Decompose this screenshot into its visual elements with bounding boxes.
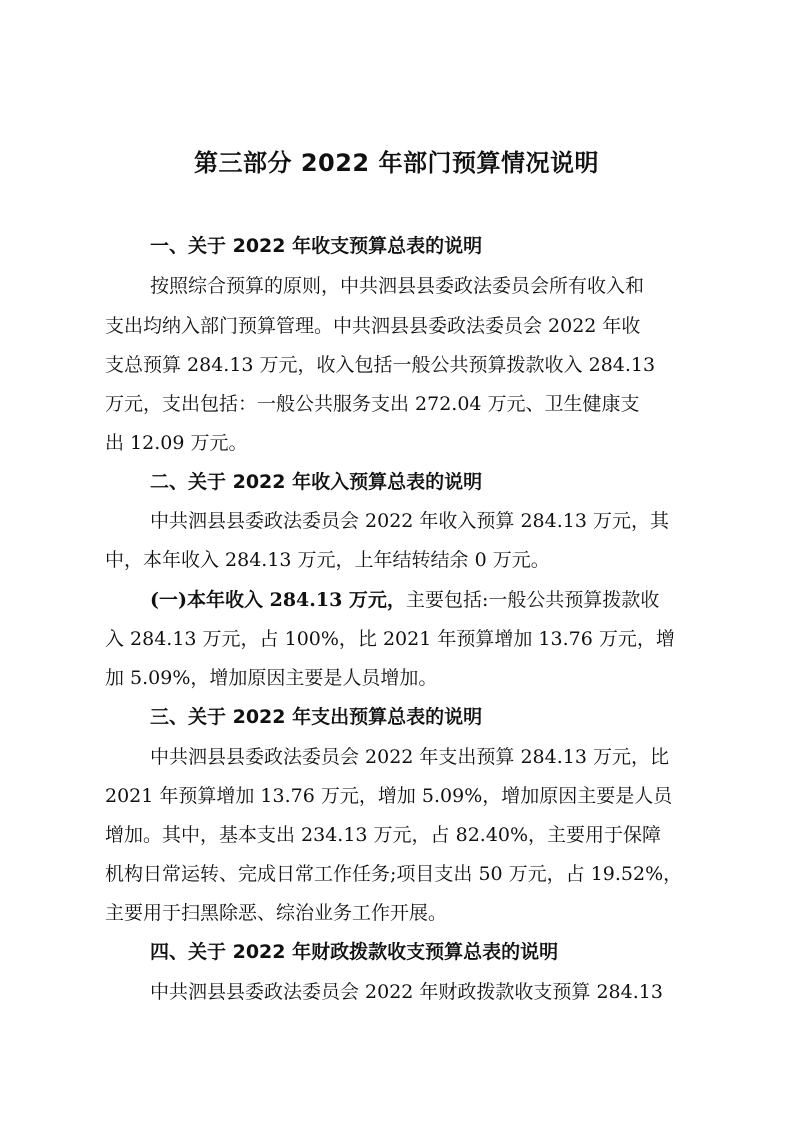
section-heading-4: 四、关于 2022 年财政拨款收支预算总表的说明	[150, 941, 559, 963]
subsection-text: 主要包括:一般公共预算拨款收	[405, 589, 660, 611]
paragraph-line: 加 5.09%，增加原因主要是人员增加。	[105, 667, 438, 689]
paragraph-line: 增加。其中，基本支出 234.13 万元，占 82.40%，主要用于保障	[105, 824, 662, 846]
paragraph-line: 支出均纳入部门预算管理。中共泗县县委政法委员会 2022 年收	[105, 315, 641, 337]
page-title: 第三部分 2022 年部门预算情况说明	[193, 149, 599, 177]
paragraph-line: 中共泗县县委政法委员会 2022 年支出预算 284.13 万元，比	[150, 746, 669, 768]
paragraph-line: 入 284.13 万元，占 100%，比 2021 年预算增加 13.76 万元，增	[105, 628, 675, 650]
paragraph-line: 中共泗县县委政法委员会 2022 年财政拨款收支预算 284.13	[150, 981, 663, 1003]
subsection-label: (一)本年收入 284.13 万元，	[150, 589, 406, 611]
paragraph-line: 机构日常运转、完成日常工作任务;项目支出 50 万元，占 19.52%，	[105, 863, 683, 885]
section-heading-1: 一、关于 2022 年收支预算总表的说明	[150, 235, 483, 257]
paragraph-line: 中，本年收入 284.13 万元，上年结转结余 0 万元。	[105, 549, 550, 571]
subsection-line	[150, 585, 659, 615]
paragraph-line: 支总预算 284.13 万元，收入包括一般公共预算拨款收入 284.13	[105, 354, 656, 376]
paragraph-line: 出 12.09 万元。	[105, 432, 248, 454]
paragraph-line: 万元，支出包括：一般公共服务支出 272.04 万元、卫生健康支	[105, 393, 640, 415]
paragraph-line: 中共泗县县委政法委员会 2022 年收入预算 284.13 万元，其	[150, 510, 669, 532]
paragraph-line: 主要用于扫黑除恶、综治业务工作开展。	[105, 902, 448, 924]
section-heading-2: 二、关于 2022 年收入预算总表的说明	[150, 471, 483, 493]
paragraph-line: 2021 年预算增加 13.76 万元，增加 5.09%，增加原因主要是人员	[105, 785, 673, 807]
paragraph-line: 按照综合预算的原则，中共泗县县委政法委员会所有收入和	[150, 275, 645, 297]
section-heading-3: 三、关于 2022 年支出预算总表的说明	[150, 706, 483, 728]
